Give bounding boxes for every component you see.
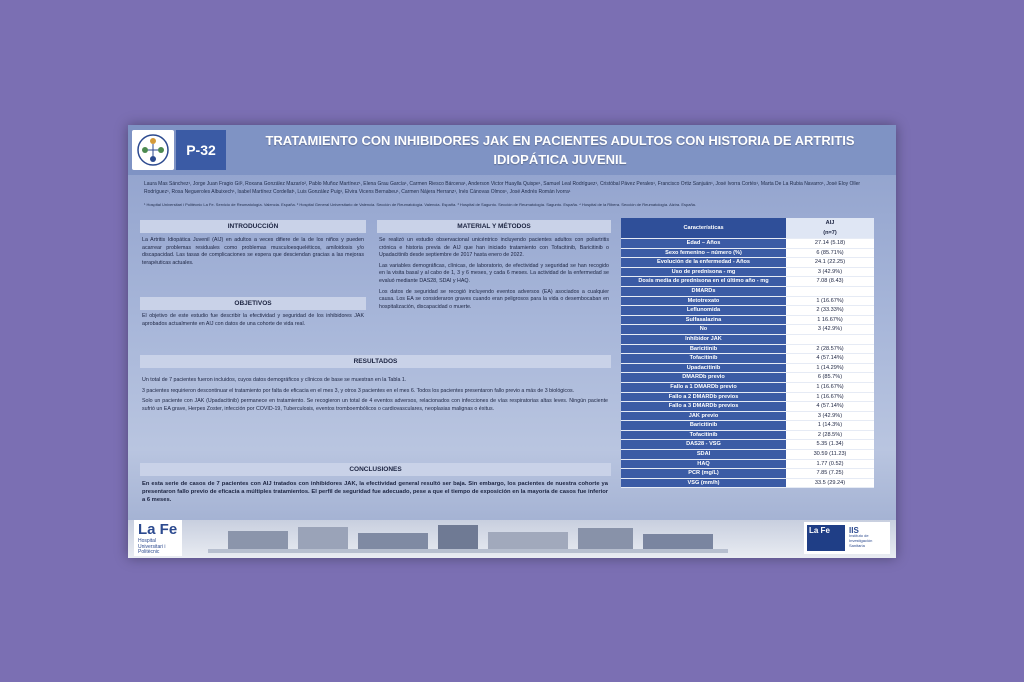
table-row-label: Baricitinib bbox=[621, 421, 786, 431]
iis-logo-mark: IIS bbox=[849, 526, 859, 535]
table-row bbox=[621, 382, 874, 392]
table-row bbox=[621, 248, 874, 258]
table-row-label: HAQ bbox=[621, 459, 786, 469]
affiliations: ¹ Hospital Universitari i Politècnic La Fe. Servicio de Reumatología. Valencia. España. ² Hospital General Universitario de Valencia. Sección de Reumatología. Valencia. España. ³ Hospital de Sagunto. Sección de Reumatología. Sagunto. España. ⁴ Hospital de la Ribera. Sección de Reumatología. Alzira. España. bbox=[144, 202, 697, 207]
table-header-label: Características bbox=[621, 218, 786, 239]
table-row bbox=[621, 411, 874, 421]
table-row bbox=[621, 440, 874, 450]
table-row-label: Sexo femenino – número (%) bbox=[621, 248, 786, 258]
table-row bbox=[621, 354, 874, 364]
intro-text: La Artritis Idiopática Juvenil (AIJ) en adultos a veces difiere de la de los niños y pueden acarrear problemas residuales como problemas musculoesqueléticos, amiloidosis y/o discapacidad. Las tasas de complicaciones se espera que desciendan gracias a las mejoras terapéuticas actuales. bbox=[142, 237, 364, 266]
resultados-paragraph-3: Solo un paciente con JAK (Upadacitinib) permanece en tratamiento. Se recogieron un total de 4 eventos adversos, relacionados con infecciones de vías respiratorias altas leves. Ningún paciente sufrió un EA grave, Herpes Zoster, infección por COVID-19, Tuberculosis, eventos tromboembólicos o cardiovasculares, neoplasias malignas o éxitus. bbox=[142, 398, 608, 412]
table-row bbox=[621, 277, 874, 287]
resultados-heading: RESULTADOS bbox=[140, 355, 611, 368]
resultados-paragraph-2: 3 pacientes requirieron descontinuar el tratamiento por falta de eficacia en el mes 3, y otros 3 pacientes en el mes 6. Todos los pacientes presentaron fallo previo a más de 3 biológicos. bbox=[142, 387, 575, 394]
table-row-label: Inhibidor JAK bbox=[621, 334, 786, 344]
table-row-label: Fallo a 3 DMARDb previos bbox=[621, 402, 786, 412]
intro-heading: INTRODUCCIÓN bbox=[140, 220, 366, 233]
table-header-value bbox=[786, 218, 874, 239]
iis-logo-text: Instituto de Investigación Sanitaria bbox=[849, 533, 873, 548]
metodos-heading: MATERIAL Y MÉTODOS bbox=[377, 220, 611, 233]
table-row bbox=[621, 344, 874, 354]
table-row-label: Metotrexato bbox=[621, 296, 786, 306]
table-row-value: 7.08 (8.43) bbox=[786, 277, 874, 287]
table-row-value: 3 (42.9%) bbox=[786, 267, 874, 277]
rheuma-logo bbox=[132, 130, 174, 170]
table-row-value: 7.85 (7.25) bbox=[786, 469, 874, 479]
lafe-logo-subtext: Hospital Universitari i Politècnic bbox=[138, 538, 166, 555]
table-row bbox=[621, 315, 874, 325]
table-row bbox=[621, 459, 874, 469]
authors-list: Laura Mas Sánchez¹, Jorge Juan Fragio Gil², Roxana González Mazarío², Pablo Muñoz Martínez¹, Elena Grau García¹, Carmen Riesco Bárcena¹, Anderson Victor Huaylla Quispe¹, Samuel Leal Rodríguez¹, Cristóbal Pávez Perales¹, Francisco Ortiz Sanjuán¹, José Ivorra Cortés¹, Marta De La Rubia Navarro¹, José Eloy Oller Rodríguez¹, Rosa Negueroles Albuixech¹, Isabel Martínez Cordellat¹, Luis González Puig¹, Elvira Vicens Bernabeu¹, Carmen Nájera Herranz¹, Inés Cánovas Olmos¹, José Andrés Román Ivorra¹ bbox=[144, 181, 861, 195]
table-row-label: SDAI bbox=[621, 450, 786, 460]
table-row-value: 33.5 (29.24) bbox=[786, 478, 874, 488]
poster-title: TRATAMIENTO CON INHIBIDORES JAK EN PACIENTES ADULTOS CON HISTORIA DE ARTRITIS IDIOPÁTICA JUVENIL bbox=[265, 133, 855, 167]
table-row bbox=[621, 450, 874, 460]
table-row-value: 2 (28.57%) bbox=[786, 344, 874, 354]
lafe-logo-text: La Fe bbox=[138, 521, 178, 538]
table-row-value: 1.77 (0.52) bbox=[786, 459, 874, 469]
table-row-value: 30.59 (11.23) bbox=[786, 450, 874, 460]
table-row-label: Tofacitinib bbox=[621, 430, 786, 440]
poster bbox=[128, 125, 896, 558]
conclusiones-heading: CONCLUSIONES bbox=[140, 463, 611, 476]
iis-logo bbox=[849, 528, 887, 548]
table-header-row bbox=[621, 218, 874, 239]
characteristics-table bbox=[621, 218, 874, 488]
table-row-label: Tofacitinib bbox=[621, 354, 786, 364]
table-row-label: DAS28 - VSG bbox=[621, 440, 786, 450]
table-row-value: 4 (57.14%) bbox=[786, 354, 874, 364]
table-row bbox=[621, 267, 874, 277]
table-row bbox=[621, 296, 874, 306]
table-row-label: Edad – Años bbox=[621, 239, 786, 249]
table-row-value: 5.35 (1.34) bbox=[786, 440, 874, 450]
table-row-label: Evolución de la enfermedad - Años bbox=[621, 258, 786, 268]
table-row-value: 1 (16.67%) bbox=[786, 296, 874, 306]
table-row-label: PCR (mg/L) bbox=[621, 469, 786, 479]
table-header-group: AIJ bbox=[825, 220, 835, 226]
lafe-small-logo: La Fe bbox=[807, 525, 845, 551]
table-row bbox=[621, 421, 874, 431]
lafe-hospital-logo bbox=[134, 520, 182, 556]
table-row bbox=[621, 392, 874, 402]
table-row-value: 1 (16.67%) bbox=[786, 382, 874, 392]
table-row-value: 4 (57.14%) bbox=[786, 402, 874, 412]
resultados-text bbox=[142, 377, 608, 416]
hospital-buildings-image bbox=[208, 523, 728, 553]
metodos-text bbox=[379, 237, 609, 314]
institution-logos bbox=[804, 522, 890, 554]
table-row bbox=[621, 258, 874, 268]
metodos-paragraph-2: Las variables demográficas, clínicas, de laboratorio, de efectividad y seguridad se han recogido en la visita basal y al cabo de 1, 3 y 6 meses, y cada 6 meses. La actividad de la enfermedad se evaluó mediante DAS28, SDAI y HAQ. bbox=[379, 262, 609, 284]
table-row-value: 2 (28.5%) bbox=[786, 430, 874, 440]
table-row-label: No bbox=[621, 325, 786, 335]
table-row-value: 6 (85.71%) bbox=[786, 248, 874, 258]
table-row-value: 1 (14.3%) bbox=[786, 421, 874, 431]
table-row-label: Uso de prednisona - mg bbox=[621, 267, 786, 277]
table-row-value: 24.1 (22.25) bbox=[786, 258, 874, 268]
table-row bbox=[621, 402, 874, 412]
table-row-value: 1 (14.29%) bbox=[786, 363, 874, 373]
table-row-label: DMARDs bbox=[621, 286, 786, 296]
table-row-value: 2 (33.33%) bbox=[786, 306, 874, 316]
table-row bbox=[621, 334, 874, 344]
conclusiones-text: En esta serie de casos de 7 pacientes con AIJ tratados con inhibidores JAK, la efectividad general resultó ser baja. Sin embargo, los pacientes de nuestra cohorte ya presentaron fallo previo de eficacia a múltiples tratamientos. El perfil de seguridad fue adecuado, pese a que el tiempo de exposición en la mayoría de casos fue inferior a 6 meses. bbox=[142, 481, 608, 504]
table-row-value bbox=[786, 286, 874, 296]
table-row-value: 6 (85.7%) bbox=[786, 373, 874, 383]
table-row bbox=[621, 478, 874, 488]
table-row bbox=[621, 363, 874, 373]
table-row-label: Fallo a 1 DMARDb previo bbox=[621, 382, 786, 392]
table-row-value: 3 (42.9%) bbox=[786, 325, 874, 335]
table-header-n: (n=7) bbox=[823, 230, 837, 236]
table-row-label: Leflunomida bbox=[621, 306, 786, 316]
table-row-label: DMARDb previo bbox=[621, 373, 786, 383]
table-row-label: Dosis media de prednisona en el último año - mg bbox=[621, 277, 786, 287]
metodos-paragraph-1: Se realizó un estudio observacional unicéntrico incluyendo pacientes adultos con poliartritis crónica e historia previa de AIJ que han iniciado tratamiento con Tofacitinib, Baricitinib o Upadacitinib desde septiembre de 2017 hasta enero de 2022. bbox=[379, 237, 609, 259]
table-row bbox=[621, 469, 874, 479]
table-row-value: 1 16.67%) bbox=[786, 315, 874, 325]
objetivos-text: El objetivo de este estudio fue describir la efectividad y seguridad de los inhibidores JAK aprobados actualmente en AIJ con datos de una cohorte de vida real. bbox=[142, 313, 364, 327]
objetivos-heading: OBJETIVOS bbox=[140, 297, 366, 310]
poster-header bbox=[128, 125, 896, 175]
table-row bbox=[621, 286, 874, 296]
table-row-value bbox=[786, 334, 874, 344]
resultados-paragraph-1: Un total de 7 pacientes fueron incluidos, cuyos datos demográficos y clínicos de base se muestran en la Tabla 1. bbox=[142, 377, 407, 383]
table-row-label: Upadacitinib bbox=[621, 363, 786, 373]
rheuma-logo-icon bbox=[136, 133, 170, 167]
table-row bbox=[621, 430, 874, 440]
table-row bbox=[621, 325, 874, 335]
table-row-label: Fallo a 2 DMARDb previos bbox=[621, 392, 786, 402]
table-row-value: 27.14 (5.18) bbox=[786, 239, 874, 249]
poster-id-badge: P-32 bbox=[176, 130, 226, 170]
table-row-label: JAK previo bbox=[621, 411, 786, 421]
table-row-value: 3 (42.9%) bbox=[786, 411, 874, 421]
table-row bbox=[621, 239, 874, 249]
table-row-value: 1 (16.67%) bbox=[786, 392, 874, 402]
table-row-label: Sulfasalazina bbox=[621, 315, 786, 325]
table-row bbox=[621, 306, 874, 316]
metodos-paragraph-3: Los datos de seguridad se recogió incluyendo eventos adversos (EA) asociados a cualquier causa. Los EA se consideraron graves cuando eran peligrosos para la vida o desembocaban en hospitalización, discapacidad o muerte. bbox=[379, 288, 609, 310]
table-row bbox=[621, 373, 874, 383]
table-row-label: VSG (mm/h) bbox=[621, 478, 786, 488]
table-row-label: Baricitinib bbox=[621, 344, 786, 354]
